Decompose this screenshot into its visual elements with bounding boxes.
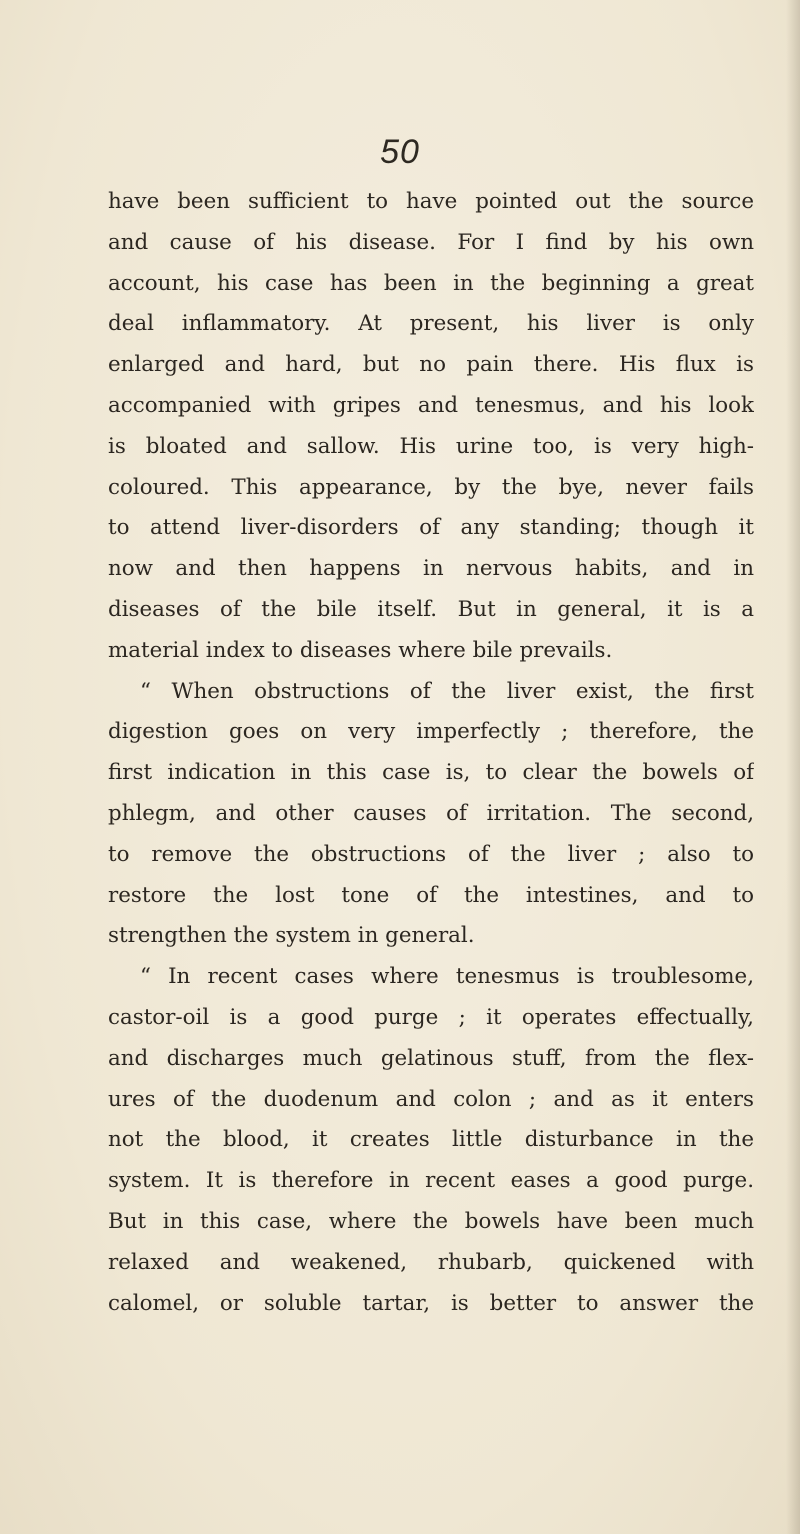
- text-line: deal inflammatory. At present, his liver is only: [108, 311, 754, 337]
- text-line: is bloated and sallow. His urine too, is very high-: [108, 433, 754, 459]
- text-line: strengthen the system in general.: [108, 923, 475, 949]
- text-line: system. It is therefore in recent eases a good purge.: [108, 1168, 754, 1194]
- text-line: coloured. This appearance, by the bye, never fails: [108, 474, 754, 500]
- text-line: first indication in this case is, to clear the bowels of: [108, 760, 754, 786]
- text-line: phlegm, and other causes of irritation. The second,: [108, 800, 754, 826]
- text-line: accompanied with gripes and tenesmus, and his look: [108, 392, 754, 418]
- text-line: “ When obstructions of the liver exist, the first: [140, 678, 754, 704]
- text-line: “ In recent cases where tenesmus is troublesome,: [140, 964, 754, 990]
- text-line: enlarged and hard, but no pain there. His flux is: [108, 352, 754, 378]
- text-line: now and then happens in nervous habits, and in: [108, 556, 754, 582]
- text-line: restore the lost tone of the intestines, and to: [108, 882, 754, 908]
- page-number: 50: [380, 133, 420, 171]
- text-line: and cause of his disease. For I find by his own: [108, 229, 754, 255]
- text-line: ures of the duodenum and colon ; and as it enters: [108, 1086, 754, 1112]
- text-line: to attend liver-disorders of any standing; though it: [108, 515, 754, 541]
- text-line: have been sufficient to have pointed out the source: [108, 189, 754, 214]
- body-text: [108, 182, 754, 1324]
- text-line: relaxed and weakened, rhubarb, quickened with: [108, 1249, 754, 1275]
- text-line: digestion goes on very imperfectly ; therefore, the: [108, 719, 754, 745]
- text-line: calomel, or soluble tartar, is better to answer the: [108, 1290, 754, 1316]
- text-line: castor-oil is a good purge ; it operates effectually,: [108, 1004, 754, 1030]
- text-line: not the blood, it creates little disturbance in the: [108, 1127, 754, 1153]
- page-edge-shadow: [786, 0, 800, 1534]
- text-line: diseases of the bile itself. But in general, it is a: [108, 596, 754, 622]
- text-line: material index to diseases where bile prevails.: [108, 637, 613, 663]
- text-line: and discharges much gelatinous stuff, from the flex-: [108, 1045, 754, 1071]
- text-line: But in this case, where the bowels have been much: [108, 1208, 754, 1234]
- text-line: to remove the obstructions of the liver ; also to: [108, 841, 754, 867]
- text-line: account, his case has been in the beginning a great: [108, 270, 754, 296]
